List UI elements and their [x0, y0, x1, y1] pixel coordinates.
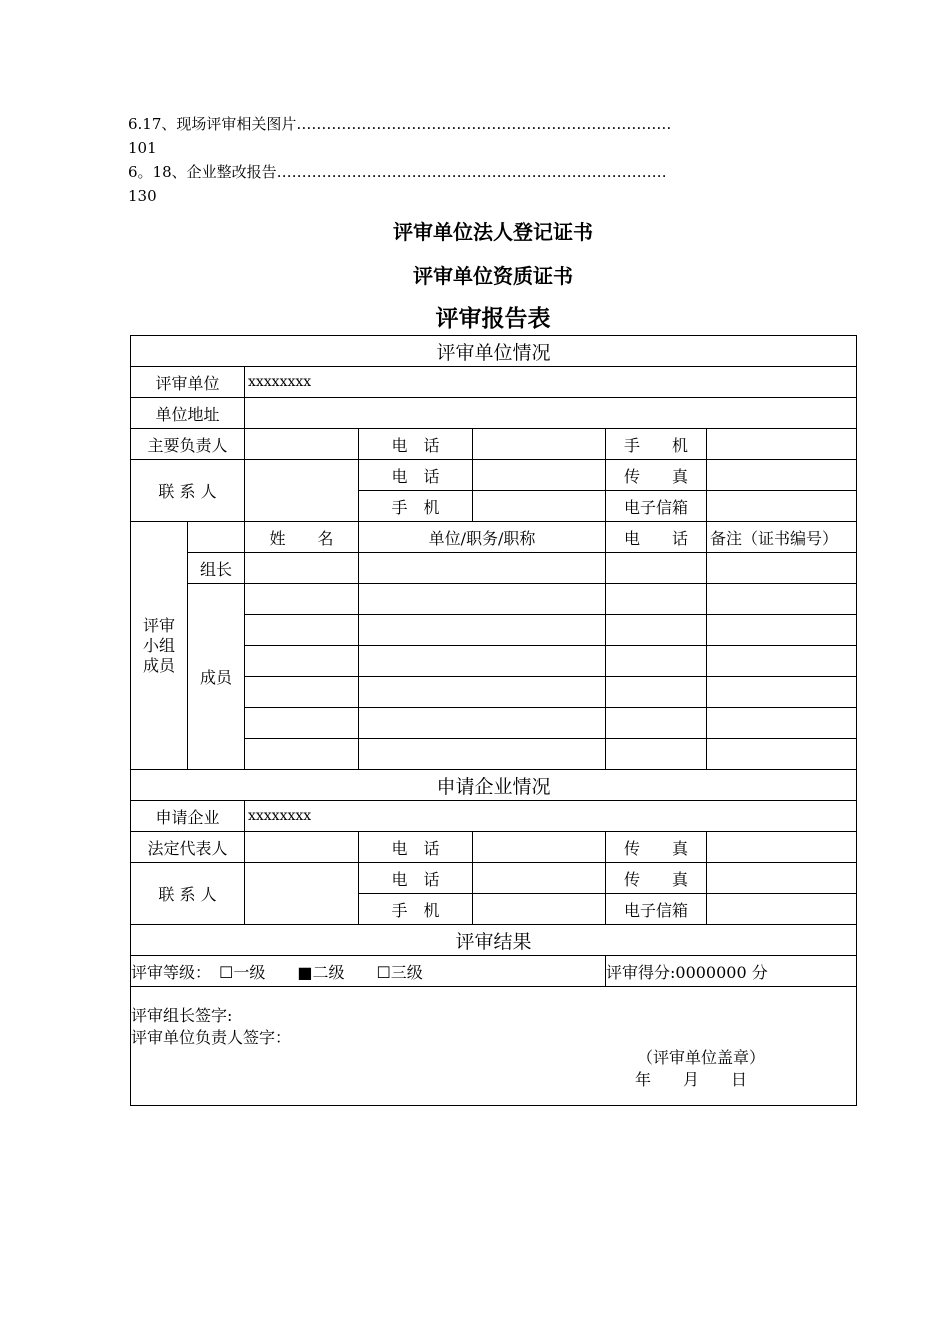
- table-cell: [359, 646, 606, 677]
- label-review-unit: 评审单位: [131, 367, 245, 398]
- team-header-blank: [188, 522, 245, 553]
- sign-group-leader: 评审组长签字:: [131, 1006, 233, 1025]
- table-cell: [245, 615, 359, 646]
- value-mobile: [707, 429, 857, 460]
- value-phone: [473, 863, 606, 894]
- table-cell: [245, 584, 359, 615]
- heading-legal-certificate: 评审单位法人登记证书: [393, 220, 593, 244]
- table-cell: [606, 584, 707, 615]
- label-phone: 电 话: [359, 832, 473, 863]
- value-review-unit: xxxxxxxx: [245, 367, 857, 398]
- table-cell: [707, 708, 857, 739]
- table-cell: [359, 708, 606, 739]
- table-cell: [245, 553, 359, 584]
- section-review-unit: 评审单位情况: [131, 336, 857, 367]
- label-mobile: 手 机: [606, 429, 707, 460]
- table-cell: [707, 584, 857, 615]
- table-cell: [359, 553, 606, 584]
- label-fax: 传 真: [606, 863, 707, 894]
- table-cell: [359, 677, 606, 708]
- table-cell: [245, 739, 359, 770]
- table-cell: [606, 708, 707, 739]
- table-cell: [359, 615, 606, 646]
- col-remark: 备注（证书编号）: [707, 522, 857, 553]
- value-phone: [473, 429, 606, 460]
- sign-unit-head: 评审单位负责人签字：: [131, 1028, 292, 1047]
- table-cell: [245, 646, 359, 677]
- section-applicant: 申请企业情况: [131, 770, 857, 801]
- table-cell: [707, 646, 857, 677]
- label-email: 电子信箱: [606, 894, 707, 925]
- toc-entry: 6.17、现场评审相关图片…………………………………………………………………: [128, 115, 672, 133]
- section-result: 评审结果: [131, 925, 857, 956]
- review-report-table: [130, 335, 857, 1106]
- table-cell: [245, 708, 359, 739]
- toc-page-number: 101: [128, 139, 157, 157]
- label-mobile: 手 机: [359, 894, 473, 925]
- toc-page-number: 130: [128, 187, 157, 205]
- label-legal-rep: 法定代表人: [131, 832, 245, 863]
- value-contact: [245, 863, 359, 925]
- value-company: xxxxxxxx: [245, 801, 857, 832]
- table-cell: [606, 646, 707, 677]
- value-legal-rep: [245, 832, 359, 863]
- review-score: 评审得分:0000000 分: [606, 956, 857, 987]
- table-cell: [707, 677, 857, 708]
- label-contact: 联 系 人: [131, 863, 245, 925]
- value-mobile: [473, 894, 606, 925]
- toc-entry: 6。18、企业整改报告……………………………………………………………………: [128, 163, 667, 181]
- heading-report-form: 评审报告表: [435, 305, 551, 332]
- label-group-leader: 组长: [188, 553, 245, 584]
- label-members: 成员: [188, 584, 245, 770]
- value-mobile: [473, 491, 606, 522]
- value-fax: [707, 832, 857, 863]
- label-fax: 传 真: [606, 460, 707, 491]
- label-mobile: 手 机: [359, 491, 473, 522]
- date-text: 年 月 日: [635, 1070, 748, 1089]
- table-cell: [359, 739, 606, 770]
- table-cell: [606, 615, 707, 646]
- col-job: 单位/职务/职称: [359, 522, 606, 553]
- value-address: [245, 398, 857, 429]
- value-email: [707, 491, 857, 522]
- value-fax: [707, 460, 857, 491]
- label-phone: 电 话: [359, 429, 473, 460]
- seal-text: （评审单位盖章）: [637, 1048, 766, 1067]
- label-phone: 电 话: [359, 863, 473, 894]
- label-contact: 联 系 人: [131, 460, 245, 522]
- label-company: 申请企业: [131, 801, 245, 832]
- review-grade: 评审等级： ☐一级 ■二级 ☐三级: [131, 956, 606, 987]
- table-cell: [245, 677, 359, 708]
- table-cell: [606, 677, 707, 708]
- toc: [128, 112, 858, 208]
- label-email: 电子信箱: [606, 491, 707, 522]
- table-cell: [606, 553, 707, 584]
- signature-area: [131, 987, 857, 1106]
- table-cell: [359, 584, 606, 615]
- label-leader: 主要负责人: [131, 429, 245, 460]
- table-cell: [707, 615, 857, 646]
- value-fax: [707, 863, 857, 894]
- value-contact: [245, 460, 359, 522]
- col-phone: 电 话: [606, 522, 707, 553]
- table-cell: [707, 553, 857, 584]
- table-cell: [707, 739, 857, 770]
- col-name: 姓 名: [245, 522, 359, 553]
- label-fax: 传 真: [606, 832, 707, 863]
- table-cell: [606, 739, 707, 770]
- label-phone: 电 话: [359, 460, 473, 491]
- value-email: [707, 894, 857, 925]
- heading-qualification-certificate: 评审单位资质证书: [413, 264, 573, 288]
- value-phone: [473, 832, 606, 863]
- value-phone: [473, 460, 606, 491]
- value-leader: [245, 429, 359, 460]
- label-review-team: 评审小组成员: [131, 522, 188, 770]
- label-address: 单位地址: [131, 398, 245, 429]
